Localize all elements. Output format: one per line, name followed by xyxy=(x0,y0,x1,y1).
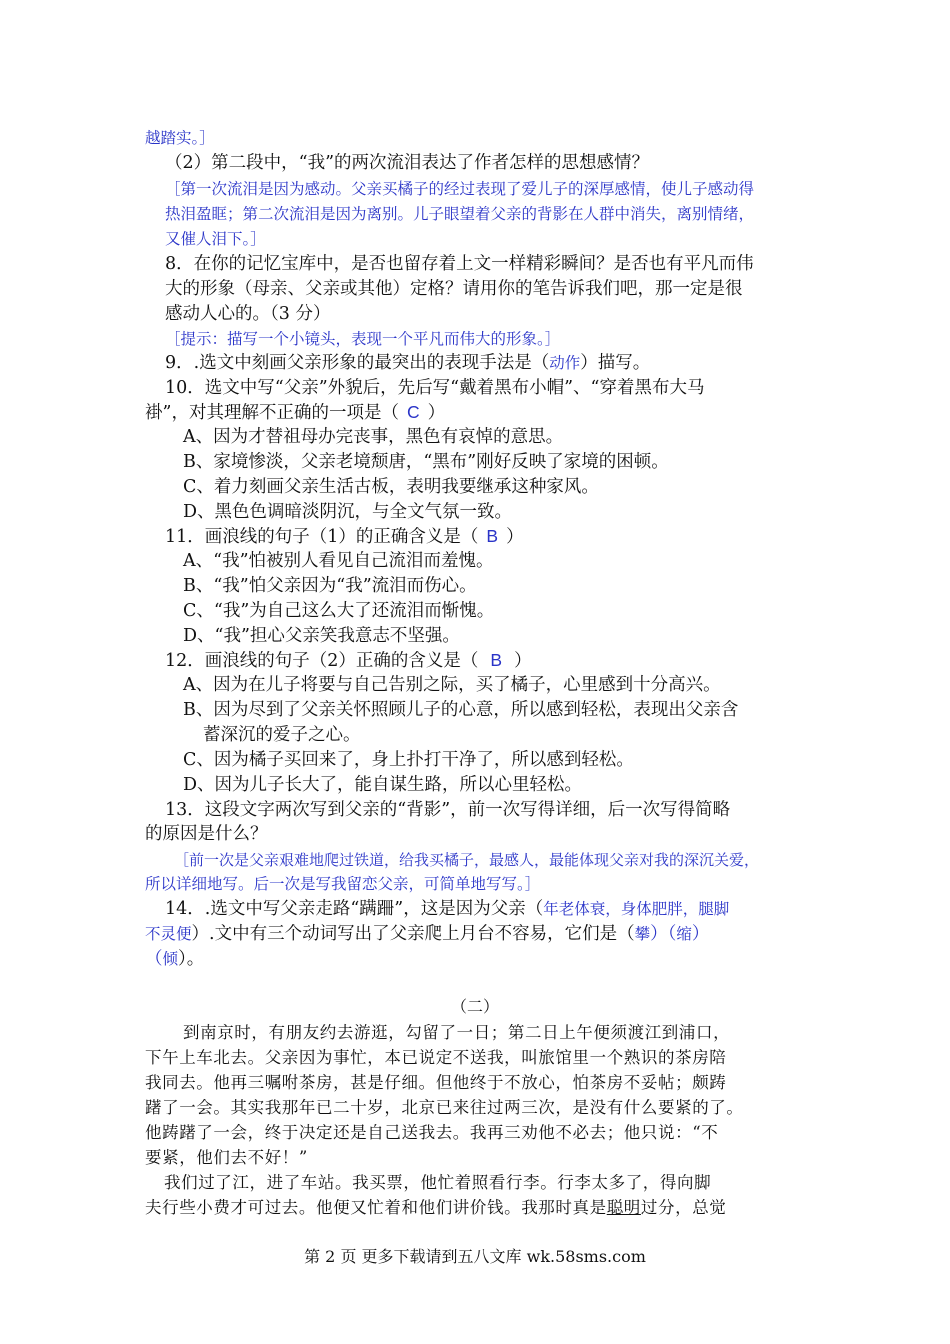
section-heading: （二） xyxy=(450,997,499,1016)
answer-text: 所以详细地写。后一次是写我留恋父亲，可简单地写写。］ xyxy=(145,875,541,893)
option-d: D、因为儿子长大了，能自谋生路，所以心里轻松。 xyxy=(183,775,583,795)
option-b: B、家境惨淡，父亲老境颓唐，“黑布”刚好反映了家境的困顿。 xyxy=(183,452,669,472)
answer-text: ［第一次流泪是因为感动。父亲买橘子的经过表现了爱儿子的深厚感情，使儿子感动得 xyxy=(165,180,755,198)
question-text: 大的形象（母亲、父亲或其他）定格？请用你的笔告诉我们吧，那一定是很 xyxy=(165,279,743,299)
answer-blank: 年老体衰，身体肥胖，腿脚 xyxy=(543,900,730,918)
answer-choice: C xyxy=(406,402,420,422)
question-text: （倾）。 xyxy=(145,949,205,969)
answer-text: 越踏实。］ xyxy=(145,129,215,147)
option-c: C、“我”为自己这么大了还流泪而惭愧。 xyxy=(183,601,495,621)
passage-line: 他踌躇了一会，终于决定还是自己送我去。我再三劝他不必去；他只说：“不 xyxy=(145,1123,719,1142)
question-13: 13．这段文字两次写到父亲的“背影”，前一次写得详细，后一次写得简略 xyxy=(165,800,731,820)
question-11: 11．画浪线的句子（1）的正确含义是（ B ） xyxy=(165,526,524,547)
answer-blank: 倾 xyxy=(162,950,179,968)
option-d: D、黑色色调暗淡阴沉，与全文气氛一致。 xyxy=(183,502,513,522)
question-9: 9．.选文中刻画父亲形象的最突出的表现手法是（动作）描写。 xyxy=(165,353,651,373)
passage-line: 我同去。他再三嘱咐茶房，甚是仔细。但他终于不放心，怕茶房不妥帖；颇踌 xyxy=(145,1073,727,1092)
answer-text: 热泪盈眶；第二次流泪是因为离别。儿子眼望着父亲的背影在人群中消失，离别情绪， xyxy=(165,205,755,223)
answer-choice: B xyxy=(486,526,499,546)
passage-paragraph: 我们过了江，进了车站。我买票，他忙着照看行李。行李太多了，得向脚 xyxy=(164,1173,712,1192)
question-12: 12．画浪线的句子（2）正确的含义是（ B ） xyxy=(165,650,532,671)
passage-line: 要紧，他们去不好！” xyxy=(145,1148,308,1167)
page-footer: 第 2 页 更多下载请到五八文库 wk.58sms.com xyxy=(304,1247,646,1266)
passage-line: 下午上车北去。父亲因为事忙，本已说定不送我，叫旅馆里一个熟识的茶房陪 xyxy=(145,1048,727,1067)
answer-text: 又催人泪下。］ xyxy=(165,230,266,248)
option-b: B、因为尽到了父亲关怀照顾儿子的心意，所以感到轻松，表现出父亲含 xyxy=(183,700,739,720)
answer-blank: 不灵便 xyxy=(145,925,192,943)
option-c: C、着力刻画父亲生活古板，表明我要继承这种家风。 xyxy=(183,477,599,497)
answer-blank: 缩 xyxy=(676,925,692,943)
answer-text: ［前一次是父亲艰难地爬过铁道，给我买橘子，最感人，最能体现父亲对我的深沉关爱， xyxy=(174,851,760,869)
question-text: 感动人心的。（3 分） xyxy=(165,304,331,324)
passage-paragraph: 到南京时，有朋友约去游逛，勾留了一日；第二日上午便须渡江到浦口， xyxy=(183,1023,731,1042)
question-8: 8．在你的记忆宝库中，是否也留存着上文一样精彩瞬间？是否也有平凡而伟 xyxy=(165,254,754,274)
question-text: 褂”，对其理解不正确的一项是（ C ） xyxy=(145,402,446,423)
option-a: A、因为才替祖母办完丧事，黑色有哀悼的意思。 xyxy=(183,427,564,447)
option-a: A、“我”怕被别人看见自己流泪而羞愧。 xyxy=(183,551,494,571)
question-text: 的原因是什么？ xyxy=(145,824,268,844)
underlined-word: 聪明 xyxy=(606,1198,641,1217)
option-b-continued: 蓄深沉的爱子之心。 xyxy=(203,725,361,745)
option-b: B、“我”怕父亲因为“我”流泪而伤心。 xyxy=(183,576,477,596)
option-d: D、“我”担心父亲笑我意志不坚强。 xyxy=(183,626,460,646)
option-a: A、因为在儿子将要与自己告别之际，买了橘子，心里感到十分高兴。 xyxy=(183,675,721,695)
passage-line: 夫行些小费才可过去。他便又忙着和他们讲价钱。我那时真是聪明过分，总觉 xyxy=(145,1198,727,1217)
answer-choice: B xyxy=(490,650,503,670)
question-14: 14．.选文中写父亲走路“蹒跚”，这是因为父亲（年老体衰，身体肥胖，腿脚 xyxy=(165,899,730,919)
question-text: （2）第二段中，“我”的两次流泪表达了作者怎样的思想感情？ xyxy=(165,153,650,173)
hint-text: ［提示：描写一个小镜头，表现一个平凡而伟大的形象。］ xyxy=(165,330,561,348)
passage-line: 躇了一会。其实我那年已二十岁，北京已来往过两三次，是没有什么要紧的了。 xyxy=(145,1098,744,1117)
question-10: 10．选文中写“父亲”外貌后，先后写“戴着黑布小帽”、“穿着黑布大马 xyxy=(165,378,705,398)
answer-blank: 攀 xyxy=(634,925,651,943)
option-c: C、因为橘子买回来了，身上扑打干净了，所以感到轻松。 xyxy=(183,750,634,770)
answer-blank: 动作 xyxy=(549,354,581,372)
question-text: 不灵便）.文中有三个动词写出了父亲爬上月台不容易，它们是（攀）（缩） xyxy=(145,924,710,944)
